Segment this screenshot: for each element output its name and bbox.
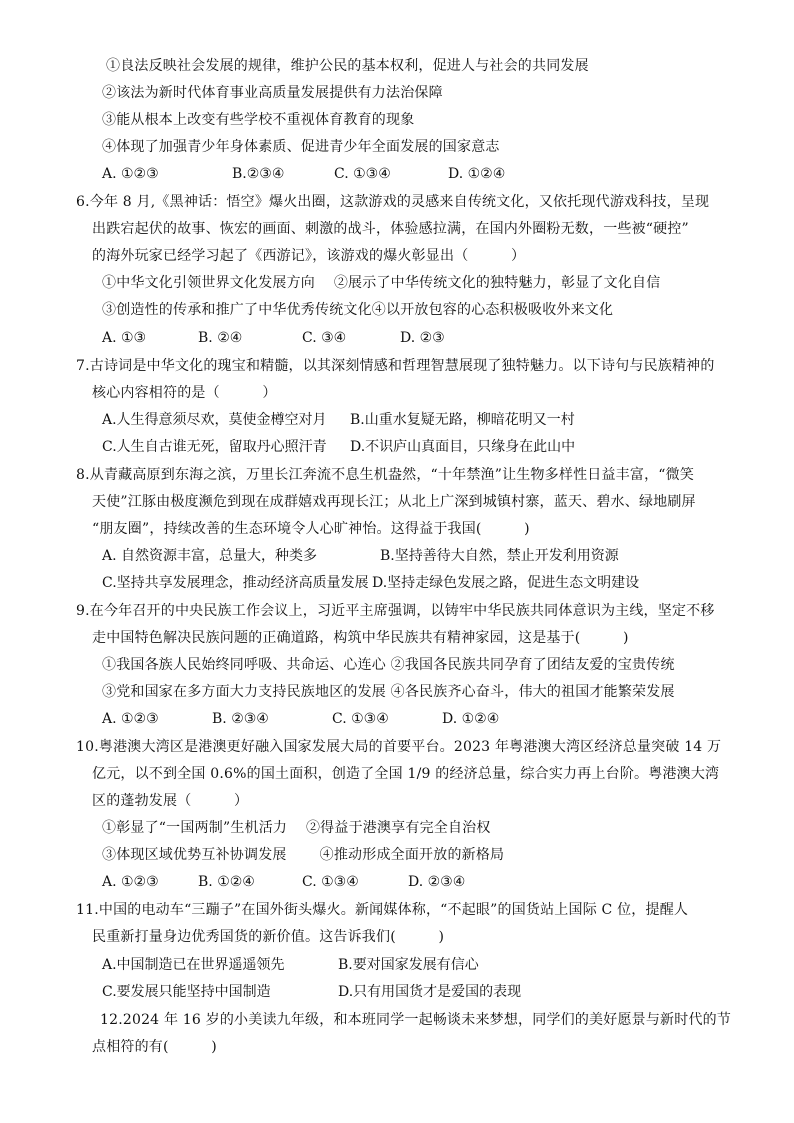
q6-statement-3-4: ③创造性的传承和推广了中华优秀传统文化④以开放包容的心态积极吸收外来文化 (102, 302, 614, 318)
q9-option-d: D. ①②④ (442, 711, 500, 727)
q10-stem-line-1: 10.粤港澳大湾区是港澳更好融入国家发展大局的首要平台。2023 年粤港澳大湾区经济总量突破 14 万 (76, 739, 722, 755)
q7-stem-line-2: 核心内容相符的是（ ） (92, 385, 277, 401)
q9-statement-3-4: ③党和国家在多方面大力支持民族地区的发展 ④各民族齐心奋斗，伟大的祖国才能繁荣发展 (102, 684, 675, 700)
q12-stem-line-2: 点相符的有( ) (92, 1039, 217, 1055)
q5-statement-3: ③能从根本上改变有些学校不重视体育教育的现象 (102, 112, 415, 128)
q10-statement-1-2: ①彰显了“一国两制”生机活力 ②得益于港澳享有完全自治权 (102, 820, 491, 836)
q5-statement-2: ②该法为新时代体育事业高质量发展提供有力法治保障 (102, 85, 443, 101)
q10-option-b: B. ①②④ (198, 874, 255, 890)
q9-stem-line-1: 9.在今年召开的中央民族工作会议上，习近平主席强调，以铸牢中华民族共同体意识为主线，坚定不移 (76, 603, 715, 619)
q9-stem-line-2: 走中国特色解决民族问题的正确道路，构筑中华民族共有精神家园，这是基于( ) (92, 630, 629, 646)
q10-stem-line-3: 区的蓬勃发展（ ） (92, 793, 249, 809)
q7-option-d: D.不识庐山真面目，只缘身在此山中 (350, 439, 576, 455)
q7-stem-line-1: 7.古诗词是中华文化的瑰宝和精髓，以其深刻情感和哲理智慧展现了独特魅力。以下诗句与民族精神的 (76, 358, 715, 374)
q10-option-d: D. ②③④ (408, 874, 466, 890)
q6-statement-1-2: ①中华文化引领世界文化发展方向 ②展示了中华传统文化的独特魅力，彰显了文化自信 (102, 275, 661, 291)
q6-option-c: C. ③④ (302, 330, 347, 346)
q9-option-a: A. ①②③ (102, 711, 159, 727)
q10-option-c: C. ①③④ (302, 874, 359, 890)
q5-option-a: A. ①②③ (102, 166, 159, 182)
q8-stem-line-3: “朋友圈”，持续改善的生态环境令人心旷神怡。这得益于我国( ) (92, 521, 530, 537)
q8-option-a: A. 自然资源丰富，总量大，种类多 (102, 548, 318, 564)
q9-option-c: C. ①③④ (332, 711, 389, 727)
q11-stem-line-2: 民重新打量身边优秀国货的新价值。这告诉我们( ) (92, 929, 445, 945)
q9-statement-1-2: ①我国各族人民始终同呼吸、共命运、心连心 ②我国各民族共同孕育了团结友爱的宝贵传统 (102, 657, 675, 673)
q6-option-d: D. ②③ (400, 330, 445, 346)
q11-option-c: C.要发展只能坚持中国制造 (102, 984, 271, 1000)
q8-option-c: C.坚持共享发展理念，推动经济高质量发展 (102, 575, 369, 591)
q5-option-b: B.②③④ (232, 166, 285, 182)
q6-option-b: B. ②④ (198, 330, 243, 346)
q9-option-b: B. ②③④ (212, 711, 269, 727)
q7-option-a: A.人生得意须尽欢，莫使金樽空对月 (102, 412, 327, 428)
q10-option-a: A. ①②③ (102, 874, 159, 890)
q11-stem-line-1: 11.中国的电动车“三蹦子”在国外街头爆火。新闻媒体称，“不起眼”的国货站上国际 C 位，提醒人 (76, 902, 689, 918)
q8-stem-line-2: 天使”江豚由极度濒危到现在成群嬉戏再现长江；从北上广深到城镇村寨，蓝天、碧水、绿地刷屏 (92, 494, 696, 510)
q7-option-b: B.山重水复疑无路，柳暗花明又一村 (350, 412, 575, 428)
q5-statement-4: ④体现了加强青少年身体素质、促进青少年全面发展的国家意志 (102, 139, 500, 155)
q12-stem-line-1: 12.2024 年 16 岁的小美读九年级，和本班同学一起畅谈未来梦想，同学们的美好愿景与新时代的节 (100, 1012, 732, 1028)
q8-stem-line-1: 8.从青藏高原到东海之滨，万里长江奔流不息生机盎然，“十年禁渔”让生物多样性日益丰富，“微笑 (76, 467, 695, 483)
q11-option-a: A.中国制造已在世界遥遥领先 (102, 957, 285, 973)
q8-option-b: B.坚持善待大自然，禁止开发利用资源 (380, 548, 619, 564)
q10-stem-line-2: 亿元，以不到全国 0.6%的国土面积，创造了全国 1/9 的经济总量，综合实力再上台阶。粤港澳大湾 (92, 766, 720, 782)
q11-option-d: D.只有用国货才是爱国的表现 (338, 984, 522, 1000)
q7-option-c: C.人生自古谁无死，留取丹心照汗青 (102, 439, 327, 455)
q8-option-d: D.坚持走绿色发展之路，促进生态文明建设 (372, 575, 640, 591)
q5-option-c: C. ①③④ (334, 166, 391, 182)
q6-stem-line-3: 的海外玩家已经学习起了《西游记》，该游戏的爆火彰显出（ ） (92, 248, 526, 264)
q6-stem-line-2: 出跌宕起伏的故事、恢宏的画面、刺激的战斗，体验感拉满，在国内外圈粉无数，一些被“硬控” (92, 221, 689, 237)
q11-option-b: B.要对国家发展有信心 (338, 957, 479, 973)
q10-statement-3-4: ③体现区域优势互补协调发展 ④推动形成全面开放的新格局 (102, 847, 505, 863)
q6-option-a: A. ①③ (102, 330, 147, 346)
q6-stem-line-1: 6.今年 8 月,《黑神话：悟空》爆火出圈，这款游戏的灵感来自传统文化，又依托现代游戏科技，呈现 (76, 194, 710, 210)
q5-option-d: D. ①②④ (448, 166, 506, 182)
q5-statement-1: ①良法反映社会发展的规律，维护公民的基本权利，促进人与社会的共同发展 (106, 58, 589, 74)
